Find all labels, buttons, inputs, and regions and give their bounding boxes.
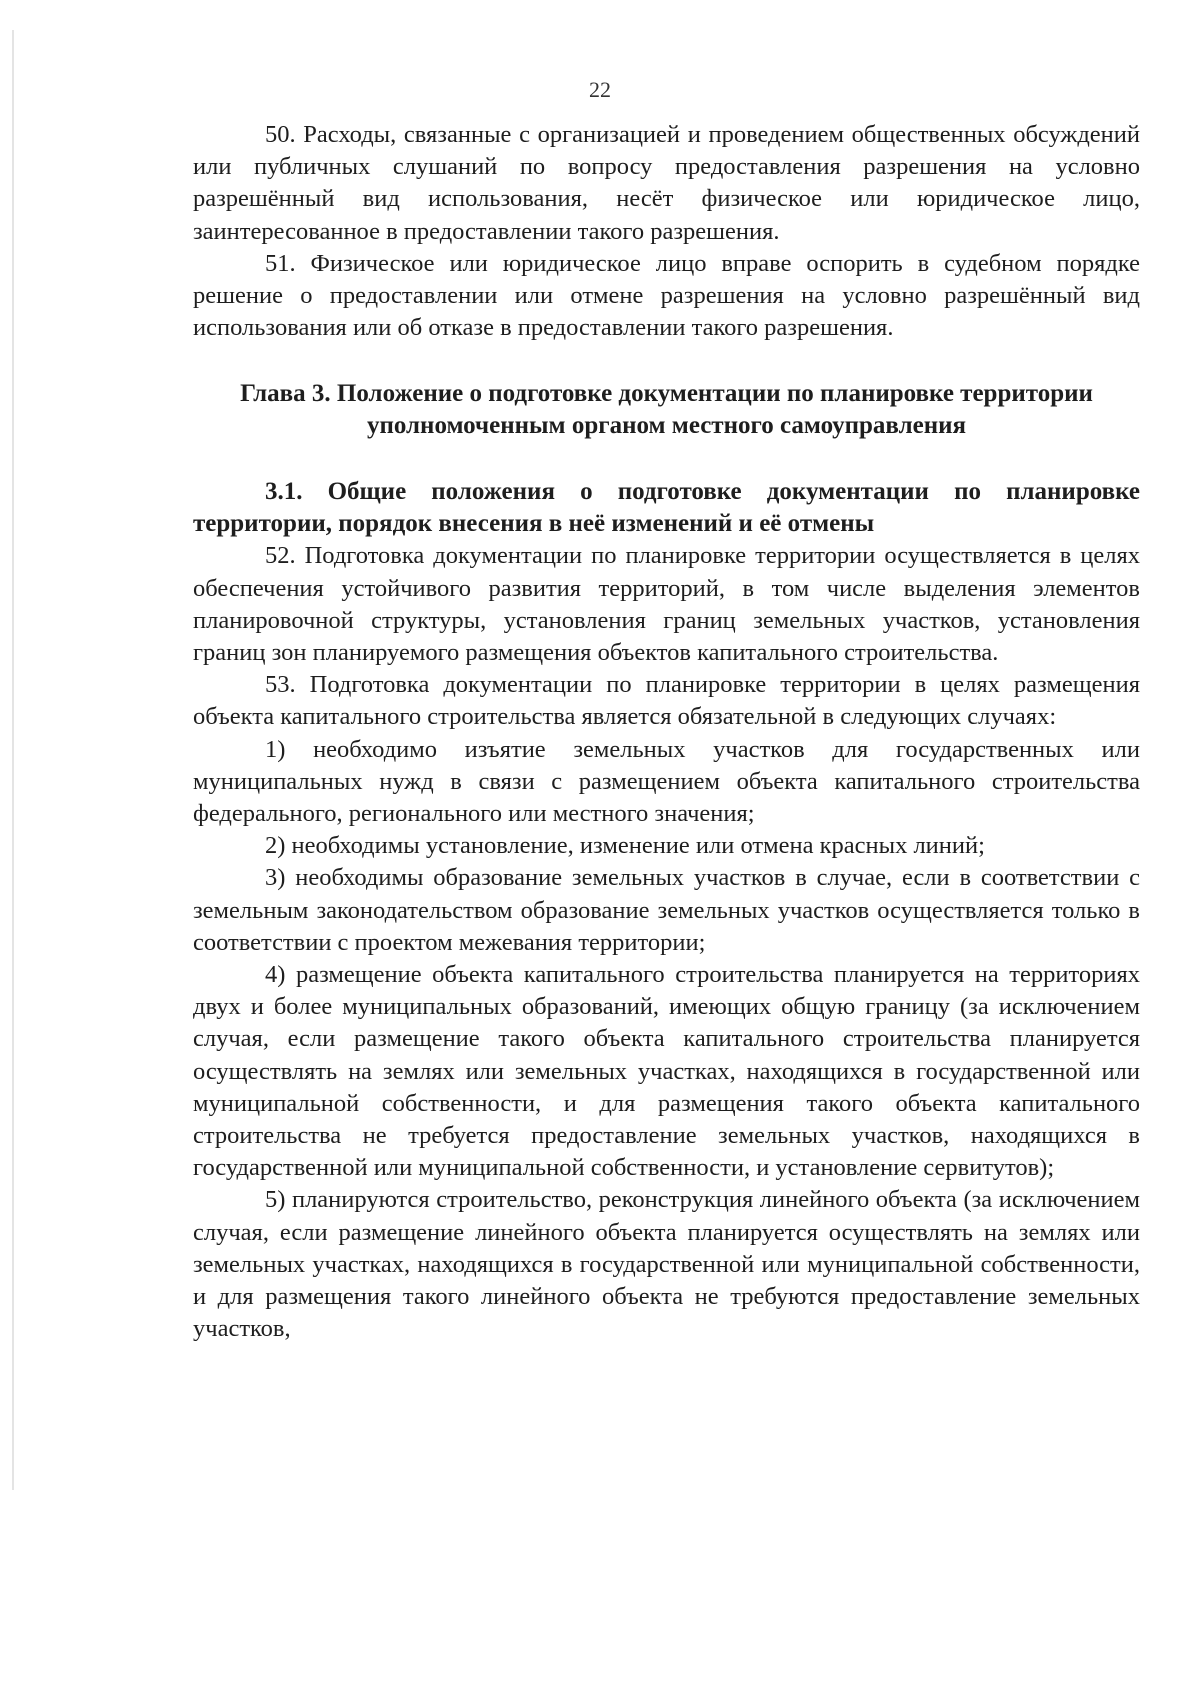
document-body <box>193 119 1140 1346</box>
list-item-2: 2) необходимы установление, изменение или отмена красных линий; <box>265 832 985 860</box>
paragraph-50: 50. Расходы, связанные с организацией и проведением общественных обсуждений или публичных слушаний по вопросу предоставления разрешения на условно разрешённый вид использования, несёт физическое или юридическое лицо, заинтересованное в предоставлении такого разрешения. <box>193 121 1140 245</box>
paragraph-52: 52. Подготовка документации по планировке территории осуществляется в целях обеспечения устойчивого развития территорий, в том числе выделения элементов планировочной структуры, установления границ земельных участков, установления границ зон планируемого размещения объектов капитального строительства. <box>193 542 1140 667</box>
list-item-4: 4) размещение объекта капитального строительства планируется на территориях двух и более муниципальных образований, имеющих общую границу (за исключением случая, если размещение такого объекта капитального строительства планируется осуществлять на землях или земельных участках, находящихся в государственной или муниципальной собственности, и для размещения такого объекта капитального строительства не требуется предоставление земельных участков, находящихся в государственной или муниципальной собственности, и установление сервитутов); <box>193 961 1140 1182</box>
page-number: 22 <box>589 77 611 102</box>
scan-edge-shadow <box>12 30 14 1490</box>
list-item-5: 5) планируются строительство, реконструкция линейного объекта (за исключением случая, если размещение линейного объекта планируется осуществлять на землях или земельных участках, находящихся в государственной или муниципальной собственности, и для размещения такого линейного объекта не требуются предоставление земельных участков, <box>193 1186 1140 1343</box>
list-item-1: 1) необходимо изъятие земельных участков для государственных или муниципальных нужд в связи с размещением объекта капитального строительства федерального, регионального или местного значения; <box>193 735 1140 828</box>
list-item-3: 3) необходимы образование земельных участков в случае, если в соответствии с земельным законодательством образование земельных участков осуществляется только в соответствии с проектом межевания территории; <box>193 864 1140 956</box>
paragraph-53: 53. Подготовка документации по планировке территории в целях размещения объекта капитального строительства является обязательной в следующих случаях: <box>193 671 1140 731</box>
paragraph-51: 51. Физическое или юридическое лицо вправе оспорить в судебном порядке решение о предоставлении или отмене разрешения на условно разрешённый вид использования или об отказе в предоставлении такого разрешения. <box>193 249 1140 342</box>
section-heading: 3.1. Общие положения о подготовке документации по планировке территории, порядок внесения в неё изменений и её отмены <box>193 478 1140 538</box>
chapter-heading: Глава 3. Положение о подготовке документации по планировке территории уполномоченным органом местного самоуправления <box>240 380 1093 440</box>
